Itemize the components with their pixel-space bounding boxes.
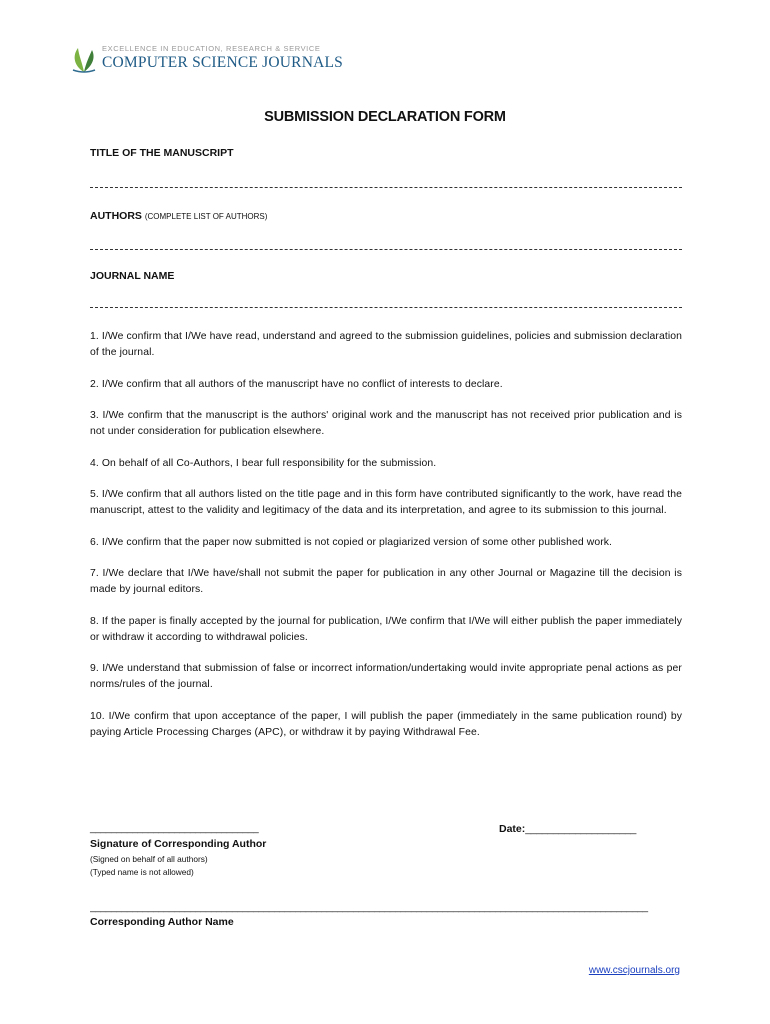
clause-8: 8. If the paper is finally accepted by the journal for publication, I/We confirm that I/We will either publish the paper immediately or withdraw it according to withdrawal policies. xyxy=(90,615,682,643)
clause-7: 7. I/We declare that I/We have/shall not submit the paper for publication in any other Journal or Magazine till the decision is made by journal editors. xyxy=(90,568,682,595)
authors-label: AUTHORS (COMPLETE LIST OF AUTHORS) xyxy=(90,210,268,222)
clause-4: 4. On behalf of all Co-Authors, I bear full responsibility for the submission. xyxy=(90,457,437,469)
author-name-label: Corresponding Author Name xyxy=(90,916,234,928)
clause-9: 9. I/We understand that submission of false or incorrect information/undertaking would invite appropriate penal actions as per norms/rules of the journal. xyxy=(90,663,682,690)
clause-2: 2. I/We confirm that all authors of the manuscript have no conflict of interests to declare. xyxy=(90,378,503,390)
journal-logo xyxy=(70,42,343,76)
signature-label: Signature of Corresponding Author xyxy=(90,838,267,850)
signature-note-typed: (Typed name is not allowed) xyxy=(90,867,194,877)
clause-1: 1. I/We confirm that I/We have read, understand and agreed to the submission guidelines, policies and submission declaration of the journal. xyxy=(90,331,682,358)
authors-field[interactable] xyxy=(90,249,682,250)
journal-name-field[interactable] xyxy=(90,307,682,308)
declaration-clauses xyxy=(90,329,682,756)
clause-6: 6. I/We confirm that the paper now submitted is not copied or plagiarized version of some other published work. xyxy=(90,536,613,548)
date-label: Date: xyxy=(499,823,526,835)
date-line: ____________________ xyxy=(525,823,637,835)
logo-tagline: EXCELLENCE IN EDUCATION, RESEARCH & SERVICE xyxy=(102,44,321,53)
author-name-field[interactable]: __________________________________________________________________________________________________________ xyxy=(90,902,648,913)
logo-brand: COMPUTER SCIENCE JOURNALS xyxy=(102,54,343,71)
signature-field[interactable]: ________________________________ xyxy=(90,823,259,834)
website-link[interactable]: www.cscjournals.org xyxy=(588,965,680,976)
form-title: SUBMISSION DECLARATION FORM xyxy=(264,109,506,125)
leaf-emblem-icon xyxy=(70,44,98,74)
clause-3: 3. I/We confirm that the manuscript is the authors' original work and the manuscript has not received prior publication and is not under consideration for publication elsewhere. xyxy=(90,410,682,437)
manuscript-title-field[interactable] xyxy=(90,187,682,188)
manuscript-title-label: TITLE OF THE MANUSCRIPT xyxy=(90,147,234,159)
date-field[interactable] xyxy=(499,823,636,835)
clause-5: 5. I/We confirm that all authors listed on the title page and in this form have contributed significantly to the work, have read the manuscript, attest to the validity and legitimacy of the data and its interpretation, and agree to its submission to this journal. xyxy=(90,489,682,516)
journal-name-label: JOURNAL NAME xyxy=(90,270,175,282)
clause-10: 10. I/We confirm that upon acceptance of the paper, I will publish the paper (immediately in the same publication round) by paying Article Processing Charges (APC), or withdraw it by paying Withdrawal Fee. xyxy=(90,710,682,738)
signature-note-signed: (Signed on behalf of all authors) xyxy=(90,854,208,864)
